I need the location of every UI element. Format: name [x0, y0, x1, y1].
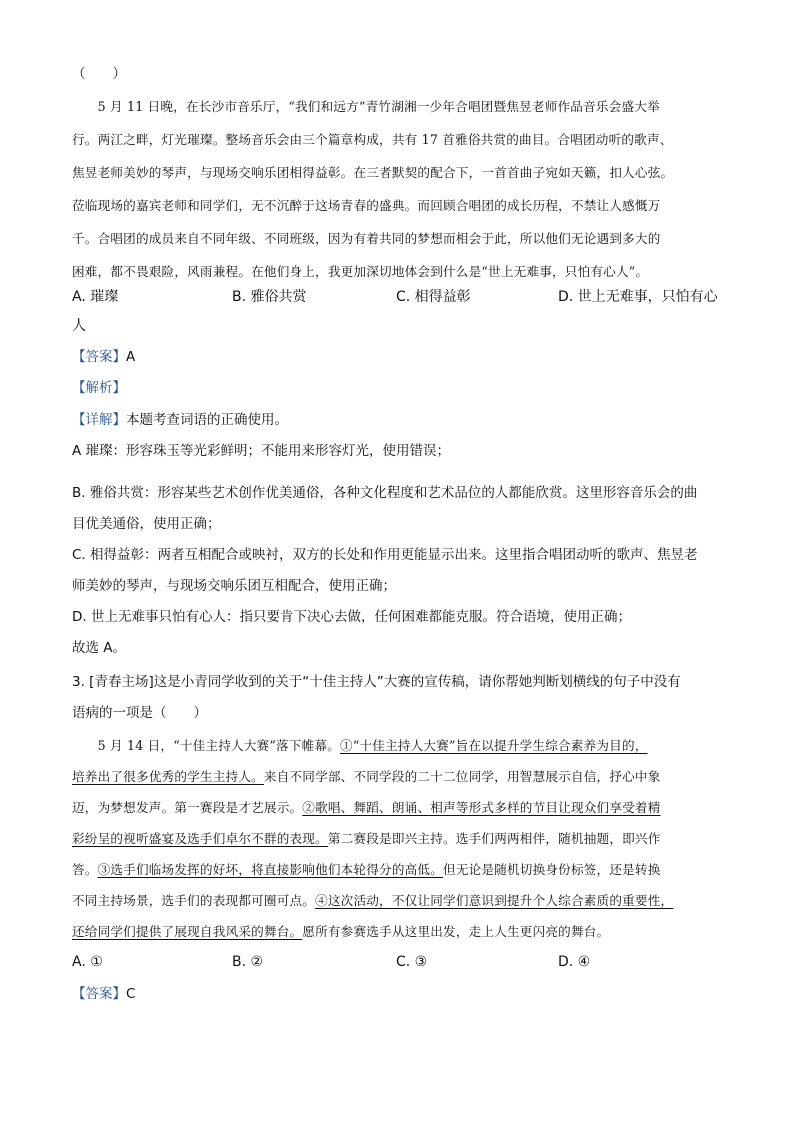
- answer-tag: 【答案】: [72, 986, 126, 1002]
- q2-answer: [72, 347, 135, 367]
- q3-passage-line: [72, 798, 661, 818]
- q2-passage-line: 困难，都不畏艰险，风雨兼程。在他们身上，我更加深切地体会到什么是“世上无难事，只怕有心人”。: [72, 264, 649, 279]
- underlined-sentence-4-cont: 还给同学们提供了展现自我风采的舞台。: [72, 924, 303, 939]
- plain-text: 不同主持场景，选手们的表现都可圈可点。: [72, 893, 316, 908]
- detail-intro: 本题考查词语的正确使用。: [126, 412, 288, 428]
- plain-text: 5 月 14 日，“十佳主持人大赛”落下帷幕。: [72, 738, 341, 753]
- explanation-line: 师美妙的琴声，与现场交响乐团互相配合，使用正确；: [72, 578, 396, 594]
- answer-tag: 【答案】: [72, 349, 126, 365]
- explanation-line: 故选 A。: [72, 640, 127, 656]
- underlined-sentence-1-cont: 培养出了很多优秀的学生主持人。: [72, 769, 264, 784]
- q2-option-b: B. 雅俗共赏: [232, 289, 307, 305]
- explanation-line: C. 相得益彰：两者互相配合或映衬，双方的长处和作用更能显示出来。这里指合唱团动听的歌声、焦昱老: [72, 547, 698, 563]
- plain-text: 但无论是随机切换身份标签，还是转换: [443, 862, 661, 877]
- q2-detail: [72, 410, 288, 430]
- explanation-line: A 璀璨：形容珠玉等光彩鲜明；不能用来形容灯光，使用错误；: [72, 443, 451, 459]
- q2-passage-line: 焦昱老师美妙的琴声，与现场交响乐团相得益彰。在三者默契的配合下，一首首曲子宛如天籁，扣人心弦。: [72, 165, 674, 180]
- q3-passage-line: [72, 922, 609, 942]
- q3-option-a: A. ①: [72, 954, 103, 970]
- detail-tag: 【详解】: [72, 412, 126, 428]
- explanation-line: 目优美通俗，使用正确；: [72, 516, 221, 532]
- underlined-sentence-3: ③选手们临场发挥的好坏，将直接影响他们本轮得分的高低。: [97, 862, 444, 877]
- q3-stem: 3. [青春主场]这是小青同学收到的关于“十佳主持人”大赛的宣传稿，请你帮她判断划横线的句子中没有: [72, 674, 681, 690]
- plain-text: 第二赛段是即兴主持。选手们两两相伴，随机抽题，即兴作: [327, 831, 661, 846]
- q3-passage-line: [72, 891, 673, 911]
- q2-blank: （ ）: [72, 66, 126, 82]
- underlined-sentence-4: ④这次活动，不仅让同学们意识到提升个人综合素质的重要性，: [315, 893, 674, 908]
- q2-option-c: C. 相得益彰: [396, 289, 471, 305]
- answer-value: A: [126, 349, 136, 365]
- plain-text: 来自不同学部、不同学段的二十二位同学，用智慧展示自信，抒心中象: [263, 769, 661, 784]
- q2-option-a: A. 璀璨: [72, 289, 119, 305]
- answer-value: C: [126, 986, 136, 1002]
- q2-option-d-continued: 人: [72, 318, 86, 334]
- q2-passage-line: 千。合唱团的成员来自不同年级、不同班级，因为有着共同的梦想而相会于此，所以他们无论遇到多大的: [72, 231, 661, 246]
- underlined-sentence-2-cont: 彩纷呈的视听盛宴及选手们卓尔不群的表现。: [72, 831, 328, 846]
- q3-option-d: D. ④: [558, 954, 591, 970]
- analysis-tag: 【解析】: [72, 380, 126, 396]
- q3-passage-line: [72, 829, 661, 849]
- underlined-sentence-1: ①“十佳主持人大赛”旨在以提升学生综合素养为目的，: [340, 738, 648, 753]
- q3-option-b: B. ②: [232, 954, 264, 970]
- plain-text: 答。: [72, 862, 98, 877]
- q2-passage-line: 莅临现场的嘉宾老师和同学们，无不沉醉于这场青春的盛典。而回顾合唱团的成长历程，不禁让人感慨万: [72, 198, 661, 213]
- q2-passage-line: 5 月 11 日晚，在长沙市音乐厅，“我们和远方”青竹湖湘一少年合唱团暨焦昱老师作品音乐会盛大举: [72, 99, 660, 114]
- q3-option-c: C. ③: [396, 954, 428, 970]
- explanation-line: B. 雅俗共赏：形容某些艺术创作优美通俗，各种文化程度和艺术品位的人都能欣赏。这里形容音乐会的曲: [72, 485, 698, 501]
- q2-passage-line: 行。两江之畔，灯光璀璨。整场音乐会由三个篇章构成，共有 17 首雅俗共赏的曲目。合唱团动听的歌声、: [72, 132, 673, 147]
- q3-passage-line: [72, 736, 648, 756]
- q3-passage-line: [72, 860, 661, 880]
- q2-option-d: D. 世上无难事，只怕有心: [558, 289, 718, 305]
- plain-text: 愿所有参赛选手从这里出发，走上人生更闪亮的舞台。: [302, 924, 610, 939]
- explanation-line: D. 世上无难事只怕有心人：指只要肯下决心去做，任何困难都能克服。符合语境，使用正确；: [72, 609, 631, 625]
- q3-stem-continued: 语病的一项是（ ）: [72, 705, 207, 721]
- underlined-sentence-2: ②歌唱、舞蹈、朗诵、相声等形式多样的节目让现众们享受着精: [302, 800, 661, 815]
- q3-passage-line: [72, 767, 661, 787]
- q3-answer: [72, 984, 135, 1004]
- plain-text: 迈，为梦想发声。第一赛段是才艺展示。: [72, 800, 303, 815]
